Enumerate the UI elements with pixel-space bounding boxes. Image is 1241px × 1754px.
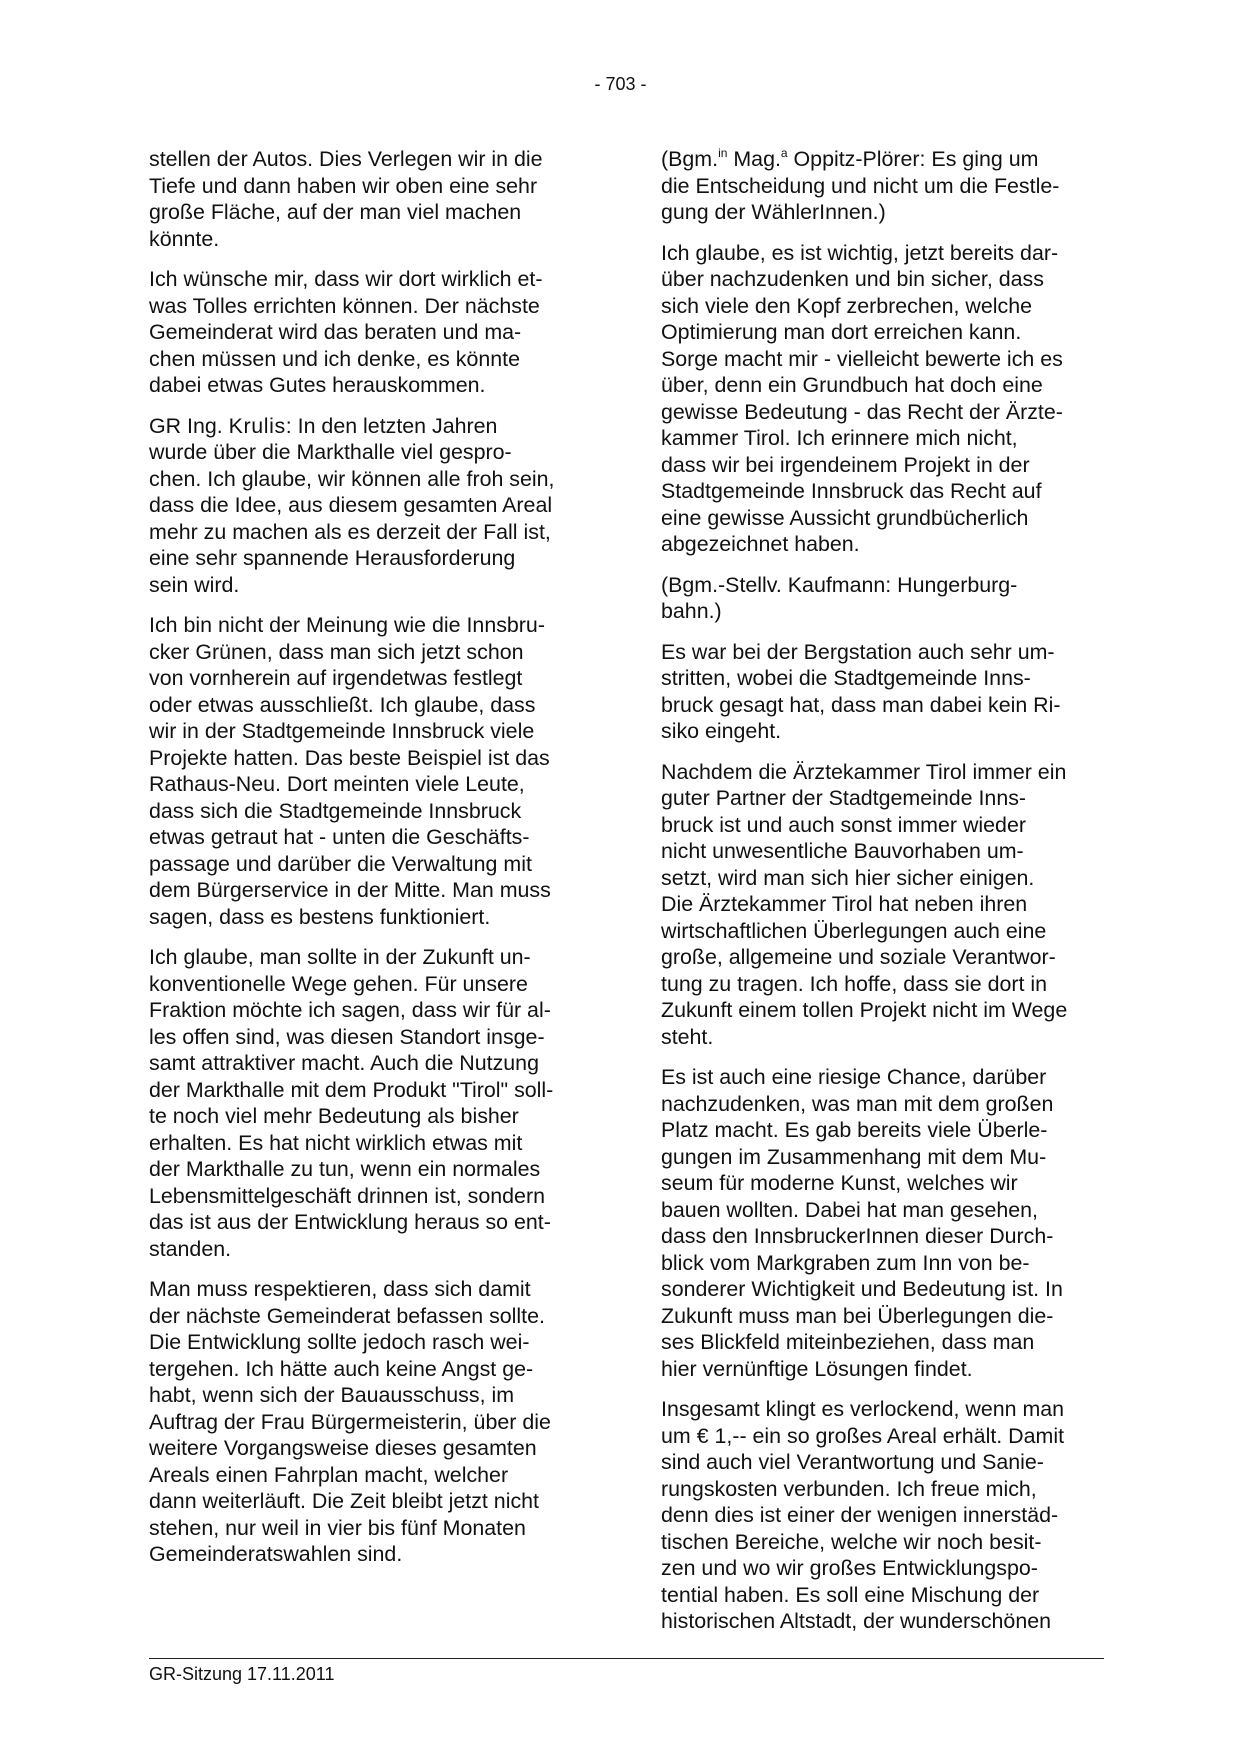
paragraph-line: die Entscheidung und nicht um die Festle- <box>661 173 1060 198</box>
paragraph-line: tischen Bereiche, welche wir noch besit- <box>661 1529 1042 1554</box>
paragraph-line: Fraktion möchte ich sagen, dass wir für al- <box>149 998 551 1022</box>
speaker-text: : In den letzten Jahren <box>285 413 498 438</box>
paragraph-line: abgezeichnet haben. <box>661 532 860 556</box>
paragraph-line: stritten, wobei die Stadtgemeinde Inns- <box>661 666 1031 690</box>
paragraph-line: habt, wenn sich der Bauausschuss, im <box>149 1383 515 1407</box>
paragraph-line: nachzudenken, was man mit dem großen <box>661 1091 1054 1116</box>
paragraph-line: hier vernünftige Lösungen findet. <box>661 1356 973 1381</box>
paragraph-line: konventionelle Wege gehen. Für unsere <box>149 971 528 996</box>
paragraph-line: bruck gesagt hat, dass man dabei kein Ri- <box>661 692 1061 717</box>
paragraph <box>661 240 1106 558</box>
interjection-paragraph <box>661 572 1106 625</box>
left-column <box>149 146 594 1582</box>
paragraph-line: dass den InnsbruckerInnen dieser Durch- <box>661 1224 1054 1248</box>
paragraph-line: gungen im Zusammenhang mit dem Mu- <box>661 1144 1047 1169</box>
paragraph-line: chen müssen und ich denke, es könnte <box>149 346 521 371</box>
paragraph-line: Zukunft einem tollen Projekt nicht im Wege <box>661 998 1068 1022</box>
paragraph-line: eine sehr spannende Herausforderung <box>149 546 516 570</box>
paragraph-line: guter Partner der Stadtgemeinde Inns- <box>661 786 1027 810</box>
paragraph-line: Es ist auch eine riesige Chance, darüber <box>661 1065 1047 1089</box>
paragraph <box>149 146 594 252</box>
paragraph <box>149 266 594 399</box>
paragraph-line: dass wir bei irgendeinem Projekt in der <box>661 452 1030 477</box>
paragraph-line: sagen, dass es bestens funktioniert. <box>149 904 491 929</box>
paragraph-line: tung zu tragen. Ich hoffe, dass sie dort in <box>661 971 1048 996</box>
paragraph-line: te noch viel mehr Bedeutung als bisher <box>149 1104 519 1128</box>
title-text: (Bgm. <box>661 147 719 171</box>
paragraph-line: Ich glaube, man sollte in der Zukunft un- <box>149 945 531 969</box>
speaker-prefix: GR Ing. <box>149 413 229 438</box>
paragraph-line: setzt, wird man sich hier sicher einigen. <box>661 865 1035 890</box>
paragraph-line: Tiefe und dann haben wir oben eine sehr <box>149 173 538 198</box>
paragraph-line <box>661 146 1106 173</box>
paragraph-line: der Markthalle mit dem Produkt "Tirol" soll- <box>149 1077 554 1102</box>
paragraph-line: weitere Vorgangsweise dieses gesamten <box>149 1436 537 1460</box>
paragraph-line: rungskosten verbunden. Ich freue mich, <box>661 1476 1037 1501</box>
paragraph-line: stellen der Autos. Dies Verlegen wir in die <box>149 147 543 171</box>
paragraph-line: Optimierung man dort erreichen kann. <box>661 320 1022 344</box>
paragraph-line: tential haben. Es soll eine Mischung der <box>661 1582 1040 1607</box>
paragraph-line: eine gewisse Aussicht grundbücherlich <box>661 505 1029 530</box>
paragraph-line: Ich bin nicht der Meinung wie die Innsbru- <box>149 613 545 637</box>
paragraph <box>661 1396 1106 1635</box>
paragraph <box>661 639 1106 745</box>
paragraph-line: ses Blickfeld miteinbeziehen, dass man <box>661 1330 1035 1354</box>
paragraph-line: nicht unwesentliche Bauvorhaben um- <box>661 839 1024 863</box>
paragraph <box>149 944 594 1262</box>
paragraph-line: Areals einen Fahrplan macht, welcher <box>149 1462 509 1487</box>
superscript: in <box>718 146 728 160</box>
paragraph-line: bauen wollten. Dabei hat man gesehen, <box>661 1197 1038 1222</box>
paragraph-line: Lebensmittelgeschäft drinnen ist, sondern <box>149 1183 545 1208</box>
interjection-text: Oppitz-Plörer: Es ging um <box>787 147 1039 171</box>
paragraph-line: steht. <box>661 1024 714 1049</box>
paragraph <box>661 759 1106 1051</box>
paragraph-line: Ich glaube, es ist wichtig, jetzt bereits dar- <box>661 240 1059 265</box>
paragraph-line: Es war bei der Bergstation auch sehr um- <box>661 639 1055 664</box>
paragraph-line: etwas getraut hat - unten die Geschäfts- <box>149 825 530 849</box>
paragraph-line: stehen, nur weil in vier bis fünf Monaten <box>149 1515 526 1540</box>
paragraph-line: über, denn ein Grundbuch hat doch eine <box>661 373 1043 397</box>
paragraph-line: Gemeinderatswahlen sind. <box>149 1542 403 1566</box>
paragraph-line: bruck ist und auch sonst immer wieder <box>661 812 1026 837</box>
paragraph <box>149 612 594 930</box>
paragraph-line: Rathaus-Neu. Dort meinten viele Leute, <box>149 772 525 796</box>
paragraph-line: Projekte hatten. Das beste Beispiel ist das <box>149 745 550 770</box>
paragraph-line: kammer Tirol. Ich erinnere mich nicht, <box>661 426 1018 450</box>
speaker-name: Krulis <box>228 413 286 438</box>
footer-divider <box>149 1658 1104 1659</box>
paragraph-line: historischen Altstadt, der wunderschönen <box>661 1609 1052 1633</box>
paragraph-line <box>149 413 594 440</box>
paragraph-line: dabei etwas Gutes herauskommen. <box>149 373 486 397</box>
footer-session-date: GR-Sitzung 17.11.2011 <box>149 1664 335 1684</box>
paragraph-line: von vornherein auf irgendetwas festlegt <box>149 666 523 690</box>
paragraph-line: Die Ärztekammer Tirol hat neben ihren <box>661 892 1028 916</box>
paragraph-line: sonderer Wichtigkeit und Bedeutung ist. In <box>661 1277 1063 1301</box>
page-number: - 703 - <box>594 74 647 94</box>
paragraph-line: sein wird. <box>149 572 240 597</box>
paragraph-line: standen. <box>149 1236 232 1261</box>
paragraph-line: der Markthalle zu tun, wenn ein normales <box>149 1157 541 1181</box>
paragraph-line: gewisse Bedeutung - das Recht der Ärzte- <box>661 399 1063 424</box>
paragraph <box>661 1064 1106 1382</box>
paragraph-line: Stadtgemeinde Innsbruck das Recht auf <box>661 479 1042 503</box>
title-text: Mag. <box>727 147 781 171</box>
paragraph-line: der nächste Gemeinderat befassen sollte. <box>149 1303 545 1328</box>
paragraph-line: Zukunft muss man bei Überlegungen die- <box>661 1303 1054 1328</box>
paragraph-line: erhalten. Es hat nicht wirklich etwas mit <box>149 1130 523 1155</box>
paragraph-line: wir in der Stadtgemeinde Innsbruck viele <box>149 719 535 743</box>
paragraph-line: dem Bürgerservice in der Mitte. Man muss <box>149 878 551 902</box>
paragraph-line: mehr zu machen als es derzeit der Fall ist, <box>149 519 551 544</box>
paragraph-line: Ich wünsche mir, dass wir dort wirklich et- <box>149 267 543 291</box>
interjection-paragraph <box>661 146 1106 226</box>
paragraph-line: sich viele den Kopf zerbrechen, welche <box>661 293 1032 318</box>
right-column <box>661 146 1106 1649</box>
paragraph-line: dass sich die Stadtgemeinde Innsbruck <box>149 798 522 823</box>
paragraph <box>149 1276 594 1568</box>
paragraph-line: Nachdem die Ärztekammer Tirol immer ein <box>661 759 1067 784</box>
paragraph-line: cker Grünen, dass man sich jetzt schon <box>149 639 524 664</box>
paragraph-line: bahn.) <box>661 599 722 623</box>
paragraph-line: samt attraktiver macht. Auch die Nutzung <box>149 1051 539 1075</box>
paragraph-line: dass die Idee, aus diesem gesamten Areal <box>149 493 553 517</box>
paragraph-line: Man muss respektieren, dass sich damit <box>149 1277 531 1301</box>
paragraph-rest <box>661 173 1106 226</box>
paragraph-line: sind auch viel Verantwortung und Sanie- <box>661 1450 1044 1474</box>
paragraph-line: dann weiterläuft. Die Zeit bleibt jetzt nicht <box>149 1489 539 1513</box>
paragraph-line: blick vom Markgraben zum Inn von be- <box>661 1250 1030 1275</box>
paragraph-line: große, allgemeine und soziale Verantwor- <box>661 945 1056 969</box>
paragraph-line: denn dies ist einer der wenigen innerstäd- <box>661 1503 1059 1527</box>
superscript: a <box>780 146 788 160</box>
paragraph-rest <box>149 439 594 598</box>
paragraph-line: oder etwas ausschließt. Ich glaube, dass <box>149 692 536 717</box>
paragraph-line: wurde über die Markthalle viel gespro- <box>149 440 512 464</box>
paragraph-line: gung der WählerInnen.) <box>661 200 886 224</box>
paragraph-line: zen und wo wir großes Entwicklungspo- <box>661 1556 1038 1580</box>
paragraph-line: Auftrag der Frau Bürgermeisterin, über die <box>149 1409 551 1434</box>
paragraph-line: passage und darüber die Verwaltung mit <box>149 851 532 876</box>
paragraph-line: Platz macht. Es gab bereits viele Überle- <box>661 1118 1048 1142</box>
paragraph-line: um € 1,-- ein so großes Areal erhält. Damit <box>661 1423 1065 1448</box>
paragraph-line: das ist aus der Entwicklung heraus so ent- <box>149 1210 551 1234</box>
paragraph-line: Insgesamt klingt es verlockend, wenn man <box>661 1397 1065 1421</box>
paragraph-line: Sorge macht mir - vielleicht bewerte ich es <box>661 346 1063 371</box>
speaker-paragraph <box>149 413 594 599</box>
paragraph-line: Gemeinderat wird das beraten und ma- <box>149 320 522 344</box>
paragraph-line: tergehen. Ich hätte auch keine Angst ge- <box>149 1356 534 1381</box>
paragraph-line: (Bgm.-Stellv. Kaufmann: Hungerburg- <box>661 572 1018 597</box>
paragraph-line: was Tolles errichten können. Der nächste <box>149 293 540 318</box>
paragraph-line: könnte. <box>149 226 220 251</box>
paragraph-line: siko eingeht. <box>661 719 782 743</box>
paragraph-line: seum für moderne Kunst, welches wir <box>661 1171 1018 1195</box>
paragraph-line: große Fläche, auf der man viel machen <box>149 200 522 224</box>
paragraph-line: Die Entwicklung sollte jedoch rasch wei- <box>149 1330 530 1354</box>
paragraph-line: les offen sind, was diesen Standort insge- <box>149 1024 545 1049</box>
paragraph-line: chen. Ich glaube, wir können alle froh sein, <box>149 466 555 491</box>
paragraph-line: wirtschaftlichen Überlegungen auch eine <box>661 918 1047 943</box>
paragraph-line: über nachzudenken und bin sicher, dass <box>661 267 1044 291</box>
